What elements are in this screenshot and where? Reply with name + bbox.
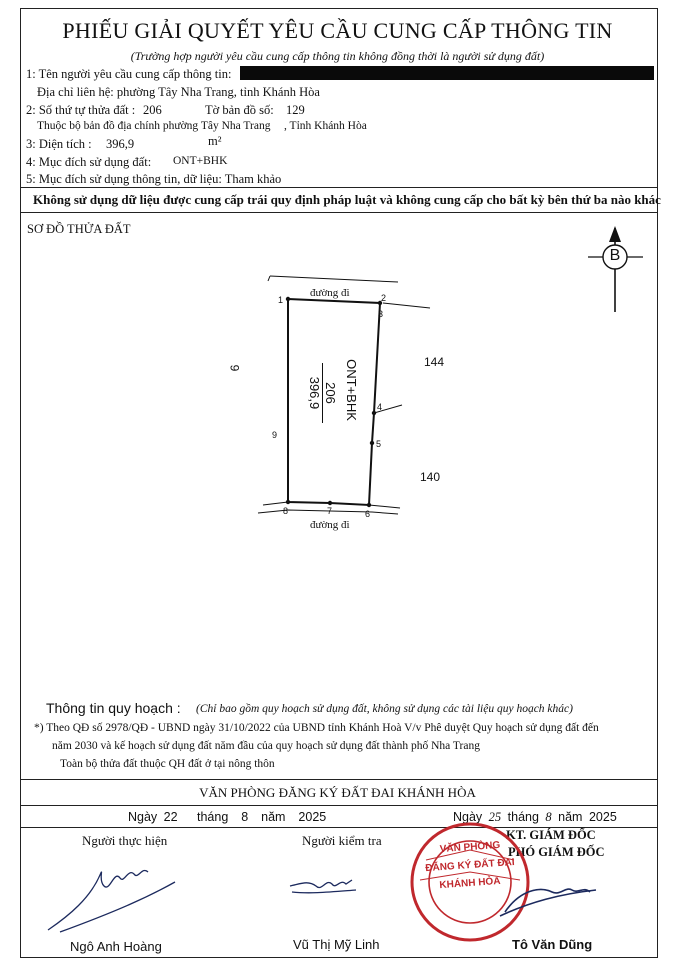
neighbor-parcel-140: 140	[420, 470, 441, 484]
role-director-2: PHÓ GIÁM ĐỐC	[508, 845, 605, 859]
north-label: B	[609, 247, 621, 264]
area-label: 3: Diện tích :	[26, 137, 92, 151]
diagram-heading: SƠ ĐỒ THỬA ĐẤT	[27, 222, 131, 236]
vertex-label: 2	[381, 293, 387, 303]
parcel-use-code: ONT+BHK	[344, 359, 359, 421]
vertex-label: 5	[376, 439, 382, 449]
vertex-label: 8	[283, 506, 289, 516]
signature-checker	[290, 880, 356, 893]
planning-line-3: Toàn bộ thửa đất thuộc QH đất ở tại nông thôn	[60, 758, 275, 770]
role-director-1: KT. GIÁM ĐỐC	[506, 828, 596, 842]
divider	[20, 805, 658, 806]
name-checker: Vũ Thị Mỹ Linh	[293, 937, 380, 952]
date-year: 2025	[298, 810, 327, 824]
contact-address: Địa chỉ liên hệ: phường Tây Nha Trang, tỉnh Khánh Hòa	[37, 85, 320, 99]
map-sheet-label: Tờ bản đồ số:	[205, 103, 274, 117]
planning-line-1: *) Theo QĐ số 2978/QĐ - UBND ngày 31/10/2022 của UBND tỉnh Khánh Hoà V/v Phê duyệt Quy hoạch sử dụng đất đến	[34, 722, 599, 734]
signature-director	[500, 889, 596, 916]
parcel-label: 2: Số thứ tự thửa đất :	[26, 103, 136, 117]
neighbor-parcel-left: 9	[227, 364, 242, 372]
document-title: PHIẾU GIẢI QUYẾT YÊU CẦU CUNG CẤP THÔNG TIN	[62, 18, 613, 43]
area-value: 396,9	[106, 137, 135, 151]
vertex-label: 6	[365, 509, 371, 519]
map-set-province: , Tỉnh Khánh Hòa	[284, 120, 367, 132]
name-preparer: Ngô Anh Hoàng	[70, 939, 162, 954]
name-director: Tô Văn Dũng	[512, 937, 593, 952]
vertex-label: 1	[278, 295, 284, 305]
date-word: tháng	[197, 810, 229, 824]
planning-note: (Chỉ bao gồm quy hoạch sử dụng đất, không sử dụng các tài liệu quy hoạch khác)	[196, 703, 573, 715]
seal-text-2: ĐĂNG KÝ ĐẤT ĐAI	[424, 856, 515, 875]
neighbor-parcel-144: 144	[424, 355, 445, 369]
vertex-label: 7	[327, 506, 333, 516]
map-sheet-number: 129	[286, 103, 305, 117]
date-day: 25	[488, 810, 502, 824]
north-arrow-icon	[588, 226, 643, 312]
parcel-number: 206	[143, 103, 162, 117]
planning-heading: Thông tin quy hoạch :	[46, 700, 181, 716]
date-word: năm	[558, 810, 583, 824]
parcel-number-label: 206	[322, 363, 338, 423]
area-unit: m²	[208, 134, 222, 148]
document-subtitle: (Trường hợp người yêu cầu cung cấp thông tin không đồng thời là người sử dụng đất)	[130, 49, 545, 63]
planning-line-2: năm 2030 và kế hoạch sử dụng đất năm đầu của quy hoạch sử dụng đất thành phố Nha Trang	[52, 740, 480, 752]
parcel-area-label: 396,9	[307, 376, 322, 410]
info-use-purpose: 5: Mục đích sử dụng thông tin, dữ liệu: Tham khảo	[26, 172, 282, 186]
date-year: 2025	[588, 810, 617, 824]
vertex-label: 3	[378, 309, 384, 319]
road-label-top: đường đi	[310, 287, 350, 299]
seal-text-1: VĂN PHÒNG	[439, 839, 501, 856]
vertex-label: 4	[377, 402, 383, 412]
date-word: Ngày	[128, 810, 158, 824]
date-day: 22	[163, 810, 178, 824]
parcel-label-rotated	[295, 343, 359, 473]
vertex-label: 9	[272, 430, 278, 440]
date-month: 8	[241, 810, 249, 824]
road-label-bottom: đường đi	[310, 519, 350, 531]
date-word: năm	[261, 810, 286, 824]
date-month: 8	[545, 810, 552, 824]
signature-preparer	[48, 870, 175, 932]
land-use-value: ONT+BHK	[173, 155, 228, 167]
office-name: VĂN PHÒNG ĐĂNG KÝ ĐẤT ĐAI KHÁNH HÒA	[199, 785, 476, 800]
requester-label: 1: Tên người yêu cầu cung cấp thông tin:	[26, 67, 232, 81]
date-word: Ngày	[453, 810, 483, 824]
usage-notice: Không sử dụng dữ liệu được cung cấp trái quy định pháp luật và không cung cấp cho bất kỳ bên thứ ba nào khác	[33, 192, 661, 207]
role-checker: Người kiểm tra	[302, 833, 382, 848]
map-set: Thuộc bộ bản đồ địa chính phường Tây Nha Trang	[37, 120, 271, 132]
seal-text-3: KHÁNH HÒA	[439, 875, 501, 892]
date-word: tháng	[507, 810, 539, 824]
role-preparer: Người thực hiện	[82, 833, 168, 848]
land-use-label: 4: Mục đích sử dụng đất:	[26, 155, 152, 169]
divider	[20, 779, 658, 780]
